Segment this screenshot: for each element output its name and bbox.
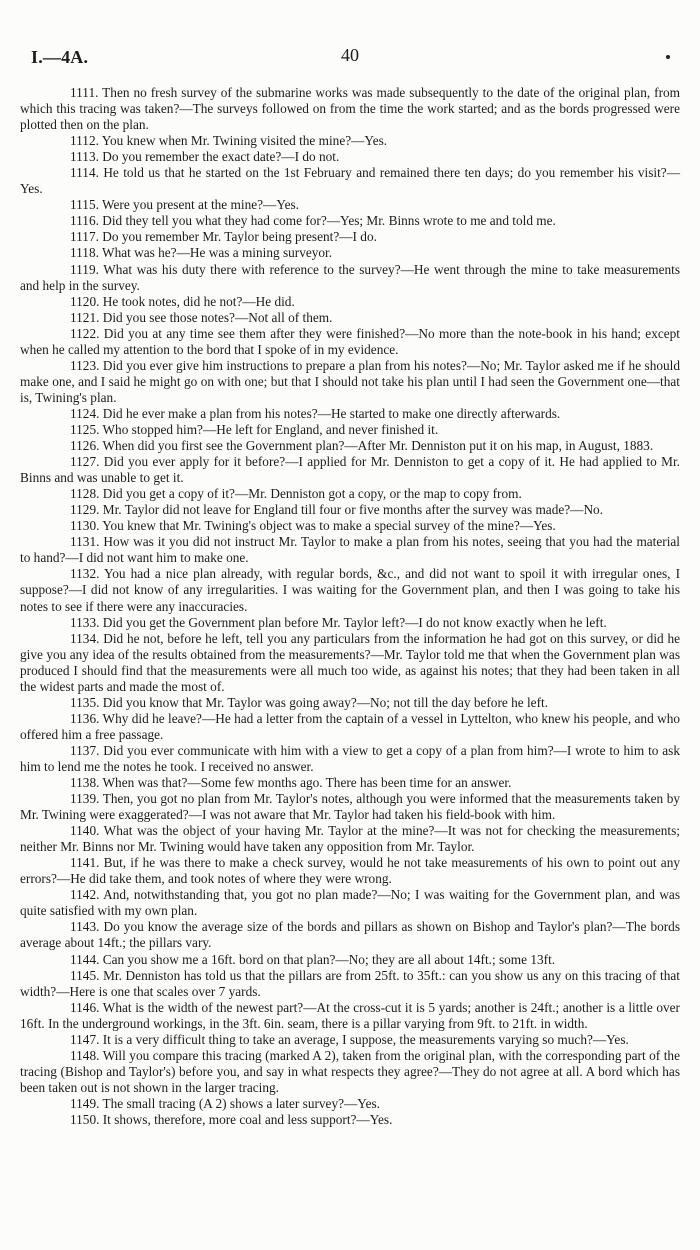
question-answer-paragraph: 1141. But, if he was there to make a check survey, would he not take measurements of his own to point out any errors?—He did take them, and took notes of where they were wrong.: [20, 855, 680, 887]
question-answer-paragraph: 1131. How was it you did not instruct Mr. Taylor to make a plan from his notes, seeing that you had the material to hand?—I did not want him to make one.: [20, 534, 680, 566]
question-answer-paragraph: 1143. Do you know the average size of the bords and pillars as shown on Bishop and Taylor's plan?—The bords average about 14ft.; the pillars vary.: [20, 919, 680, 951]
question-answer-paragraph: 1144. Can you show me a 16ft. bord on that plan?—No; they are all about 14ft.; some 13ft.: [70, 951, 556, 967]
question-answer-paragraph: 1133. Did you get the Government plan before Mr. Taylor left?—I do not know exactly when he left.: [70, 614, 607, 630]
corner-mark: [666, 55, 670, 59]
question-answer-paragraph: 1113. Do you remember the exact date?—I do not.: [70, 149, 340, 165]
question-answer-paragraph: 1116. Did they tell you what they had come for?—Yes; Mr. Binns wrote to me and told me.: [70, 213, 556, 229]
question-answer-paragraph: 1124. Did he ever make a plan from his notes?—He started to make one directly afterwards.: [70, 405, 561, 421]
question-answer-paragraph: 1119. What was his duty there with reference to the survey?—He went through the mine to take measurements and help in the survey.: [20, 261, 680, 293]
question-answer-paragraph: 1142. And, notwithstanding that, you got no plan made?—No; I was waiting for the Government plan, and was quite satisfied with my own plan.: [20, 887, 680, 919]
question-answer-paragraph: 1140. What was the object of your having Mr. Taylor at the mine?—It was not for checking the measurements; neither Mr. Binns nor Mr. Twining would have taken any opposition from Mr. Taylor.: [20, 823, 680, 855]
question-answer-paragraph: 1122. Did you at any time see them after they were finished?—No more than the note-book in his hand; except when he called my attention to the bord that I spoke of in my evidence.: [20, 325, 680, 357]
question-answer-paragraph: 1125. Who stopped him?—He left for England, and never finished it.: [70, 421, 439, 437]
question-answer-paragraph: 1139. Then, you got no plan from Mr. Taylor's notes, although you were informed that the measurements taken by Mr. Twining were exaggerated?—I was not aware that Mr. Taylor had taken his field-book with him.: [20, 791, 680, 823]
question-answer-paragraph: 1120. He took notes, did he not?—He did.: [70, 293, 295, 309]
evidence-transcript: [20, 85, 680, 1128]
question-answer-paragraph: 1126. When did you first see the Government plan?—After Mr. Denniston put it on his map, in August, 1883.: [70, 438, 654, 454]
question-answer-paragraph: 1132. You had a nice plan already, with regular bords, &c., and did not want to spoil it with irregular ones, I suppose?—I did not know of any irregularities. I was waiting for the Government plan, and then I was going to take his notes to see if there were any inaccuracies.: [20, 566, 680, 614]
question-answer-paragraph: 1145. Mr. Denniston has told us that the pillars are from 25ft. to 35ft.: can you show us any on this tracing of that width?—Here is one that scales over 7 yards.: [20, 967, 680, 999]
question-answer-paragraph: 1117. Do you remember Mr. Taylor being present?—I do.: [70, 229, 377, 245]
question-answer-paragraph: 1149. The small tracing (A 2) shows a later survey?—Yes.: [70, 1095, 380, 1111]
question-answer-paragraph: 1148. Will you compare this tracing (marked A 2), taken from the original plan, with the corresponding part of the tracing (Bishop and Taylor's) before you, and say in what respects they agree?—They do not agree at all. A bord which has been taken out is not shown in the larger tracing.: [20, 1047, 680, 1095]
question-answer-paragraph: 1150. It shows, therefore, more coal and less support?—Yes.: [70, 1112, 393, 1127]
question-answer-paragraph: 1130. You knew that Mr. Twining's object was to make a special survey of the mine?—Yes.: [70, 518, 556, 534]
question-answer-paragraph: 1147. It is a very difficult thing to take an average, I suppose, the measurements varying so much?—Yes.: [70, 1031, 629, 1047]
question-answer-paragraph: 1114. He told us that he started on the 1st February and remained there ten days; do you remember his visit?—Yes.: [20, 165, 680, 197]
question-answer-paragraph: 1112. You knew when Mr. Twining visited the mine?—Yes.: [70, 133, 388, 149]
document-reference: I.—4A.: [31, 47, 89, 67]
question-answer-paragraph: 1146. What is the width of the newest part?—At the cross-cut it is 5 yards; another is 24ft.; another is a little over 16ft. In the underground workings, in the 3ft. 6in. seam, there is a pillar varying from 9ft. to 21ft. in width.: [20, 999, 680, 1031]
question-answer-paragraph: 1127. Did you ever apply for it before?—I applied for Mr. Denniston to get a copy of it. He had applied to Mr. Binns and was unable to get it.: [20, 454, 680, 486]
question-answer-paragraph: 1138. When was that?—Some few months ago. There has been time for an answer.: [70, 775, 512, 791]
question-answer-paragraph: 1118. What was he?—He was a mining surveyor.: [70, 245, 333, 261]
page-header: [20, 47, 680, 73]
question-answer-paragraph: 1128. Did you get a copy of it?—Mr. Denniston got a copy, or the map to copy from.: [70, 486, 522, 502]
question-answer-paragraph: 1136. Why did he leave?—He had a letter from the captain of a vessel in Lyttelton, who knew his people, and who offered him a free passage.: [20, 710, 680, 742]
question-answer-paragraph: 1129. Mr. Taylor did not leave for England till four or five months after the survey was made?—No.: [70, 502, 604, 518]
question-answer-paragraph: 1123. Did you ever give him instructions to prepare a plan from his notes?—No; Mr. Taylor asked me if he should make one, and I said he might go on with one; but that I should not take his plan until I had seen the Government one—that is, Twining's plan.: [20, 357, 680, 405]
question-answer-paragraph: 1115. Were you present at the mine?—Yes.: [70, 197, 299, 213]
question-answer-paragraph: 1111. Then no fresh survey of the submarine works was made subsequently to the date of the original plan, from which this tracing was taken?—The surveys followed on from the time the work started; and as the bords progressed were plotted then on the plan.: [20, 85, 680, 133]
page-number: 40: [341, 45, 359, 65]
question-answer-paragraph: 1134. Did he not, before he left, tell you any particulars from the information he had got on this survey, or did he give you any idea of the results obtained from the measurements?—Mr. Taylor told me that when the Government plan was produced I should find that the measurements were all much too wide, as against his notes; that they had been taken in all the widest parts and made the most of.: [20, 630, 680, 694]
question-answer-paragraph: 1137. Did you ever communicate with him with a view to get a copy of a plan from him?—I wrote to him to ask him to lend me the notes he took. I received no answer.: [20, 742, 680, 774]
question-answer-paragraph: 1135. Did you know that Mr. Taylor was going away?—No; not till the day before he left.: [70, 694, 549, 710]
question-answer-paragraph: 1121. Did you see those notes?—Not all of them.: [70, 309, 333, 325]
